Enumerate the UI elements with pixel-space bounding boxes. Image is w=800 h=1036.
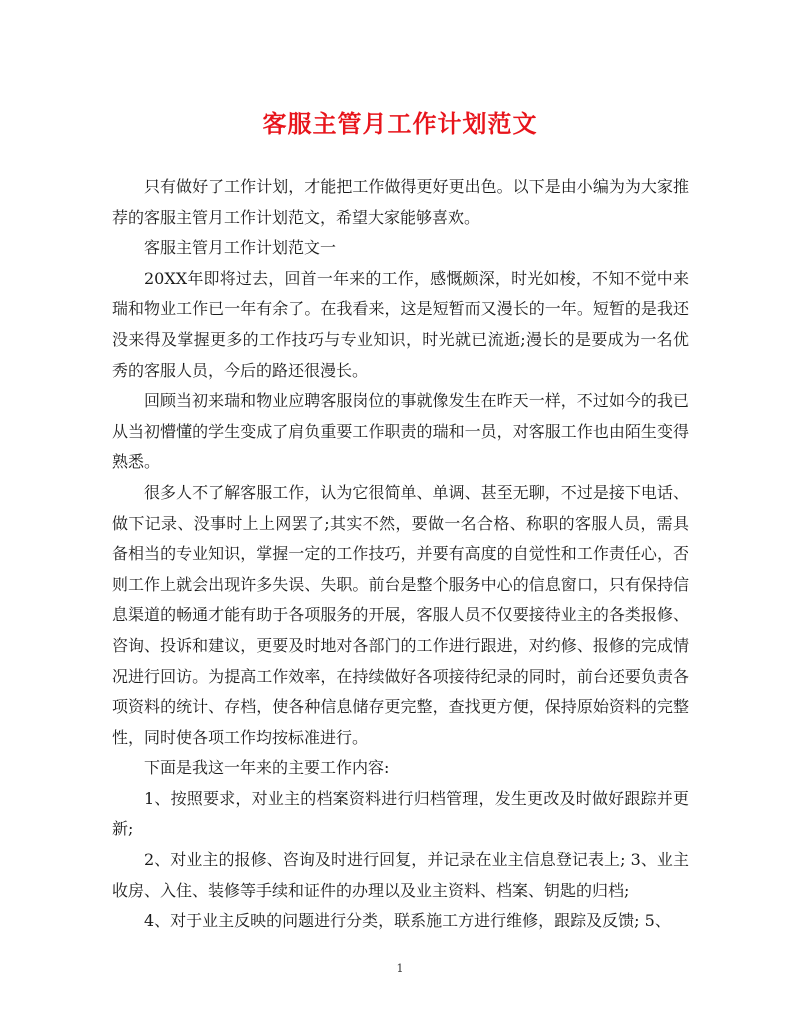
body-paragraph: 下面是我这一年来的主要工作内容: <box>144 758 390 778</box>
body-paragraph: 20XX年即将过去，回首一年来的工作，感慨颇深，时光如梭，不知不觉中来瑞和物业工作已一年有余了。在我看来，这是短暂而又漫长的一年。短暂的是我还没来得及掌握更多的工作技巧与专业知识，时光就已流逝;漫长的是要成为一名优秀的客服人员，今后的路还很漫长。 <box>112 268 689 380</box>
body-paragraph: 很多人不了解客服工作，认为它很简单、单调、甚至无聊，不过是接下电话、做下记录、没事时上上网罢了;其实不然，要做一名合格、称职的客服人员，需具备相当的专业知识，掌握一定的工作技巧，并要有高度的自觉性和工作责任心，否则工作上就会出现许多失误、失职。前台是整个服务中心的信息窗口，只有保持信息渠道的畅通才能有助于各项服务的开展，客服人员不仅要接待业主的各类报修、咨询、投诉和建议，更要及时地对各部门的工作进行跟进，对约修、报修的完成情况进行回访。为提高工作效率，在持续做好各项接待纪录的同时，前台还要负责各项资料的统计、存档，使各种信息储存更完整，查找更方便，保持原始资料的完整性，同时使各项工作均按标准进行。 <box>112 482 689 747</box>
list-item: 4、对于业主反映的问题进行分类，联系施工方进行维修，跟踪及反馈; 5、 <box>144 911 671 931</box>
body-paragraph: 回顾当初来瑞和物业应聘客服岗位的事就像发生在昨天一样，不过如今的我已从当初懵懂的学生变成了肩负重要工作职责的瑞和一员，对客服工作也由陌生变得熟悉。 <box>112 391 689 472</box>
document-title: 客服主管月工作计划范文 <box>262 109 538 138</box>
page-number: 1 <box>396 962 404 975</box>
section-heading: 客服主管月工作计划范文一 <box>144 238 337 258</box>
document-body <box>112 172 689 937</box>
intro-paragraph: 只有做好了工作计划，才能把工作做得更好更出色。以下是由小编为为大家推荐的客服主管月工作计划范文，希望大家能够喜欢。 <box>112 177 689 227</box>
list-item: 2、对业主的报修、咨询及时进行回复，并记录在业主信息登记表上; 3、业主收房、入住、装修等手续和证件的办理以及业主资料、档案、钥匙的归档; <box>112 850 689 900</box>
list-item: 1、按照要求，对业主的档案资料进行归档管理，发生更改及时做好跟踪并更新; <box>112 788 689 839</box>
